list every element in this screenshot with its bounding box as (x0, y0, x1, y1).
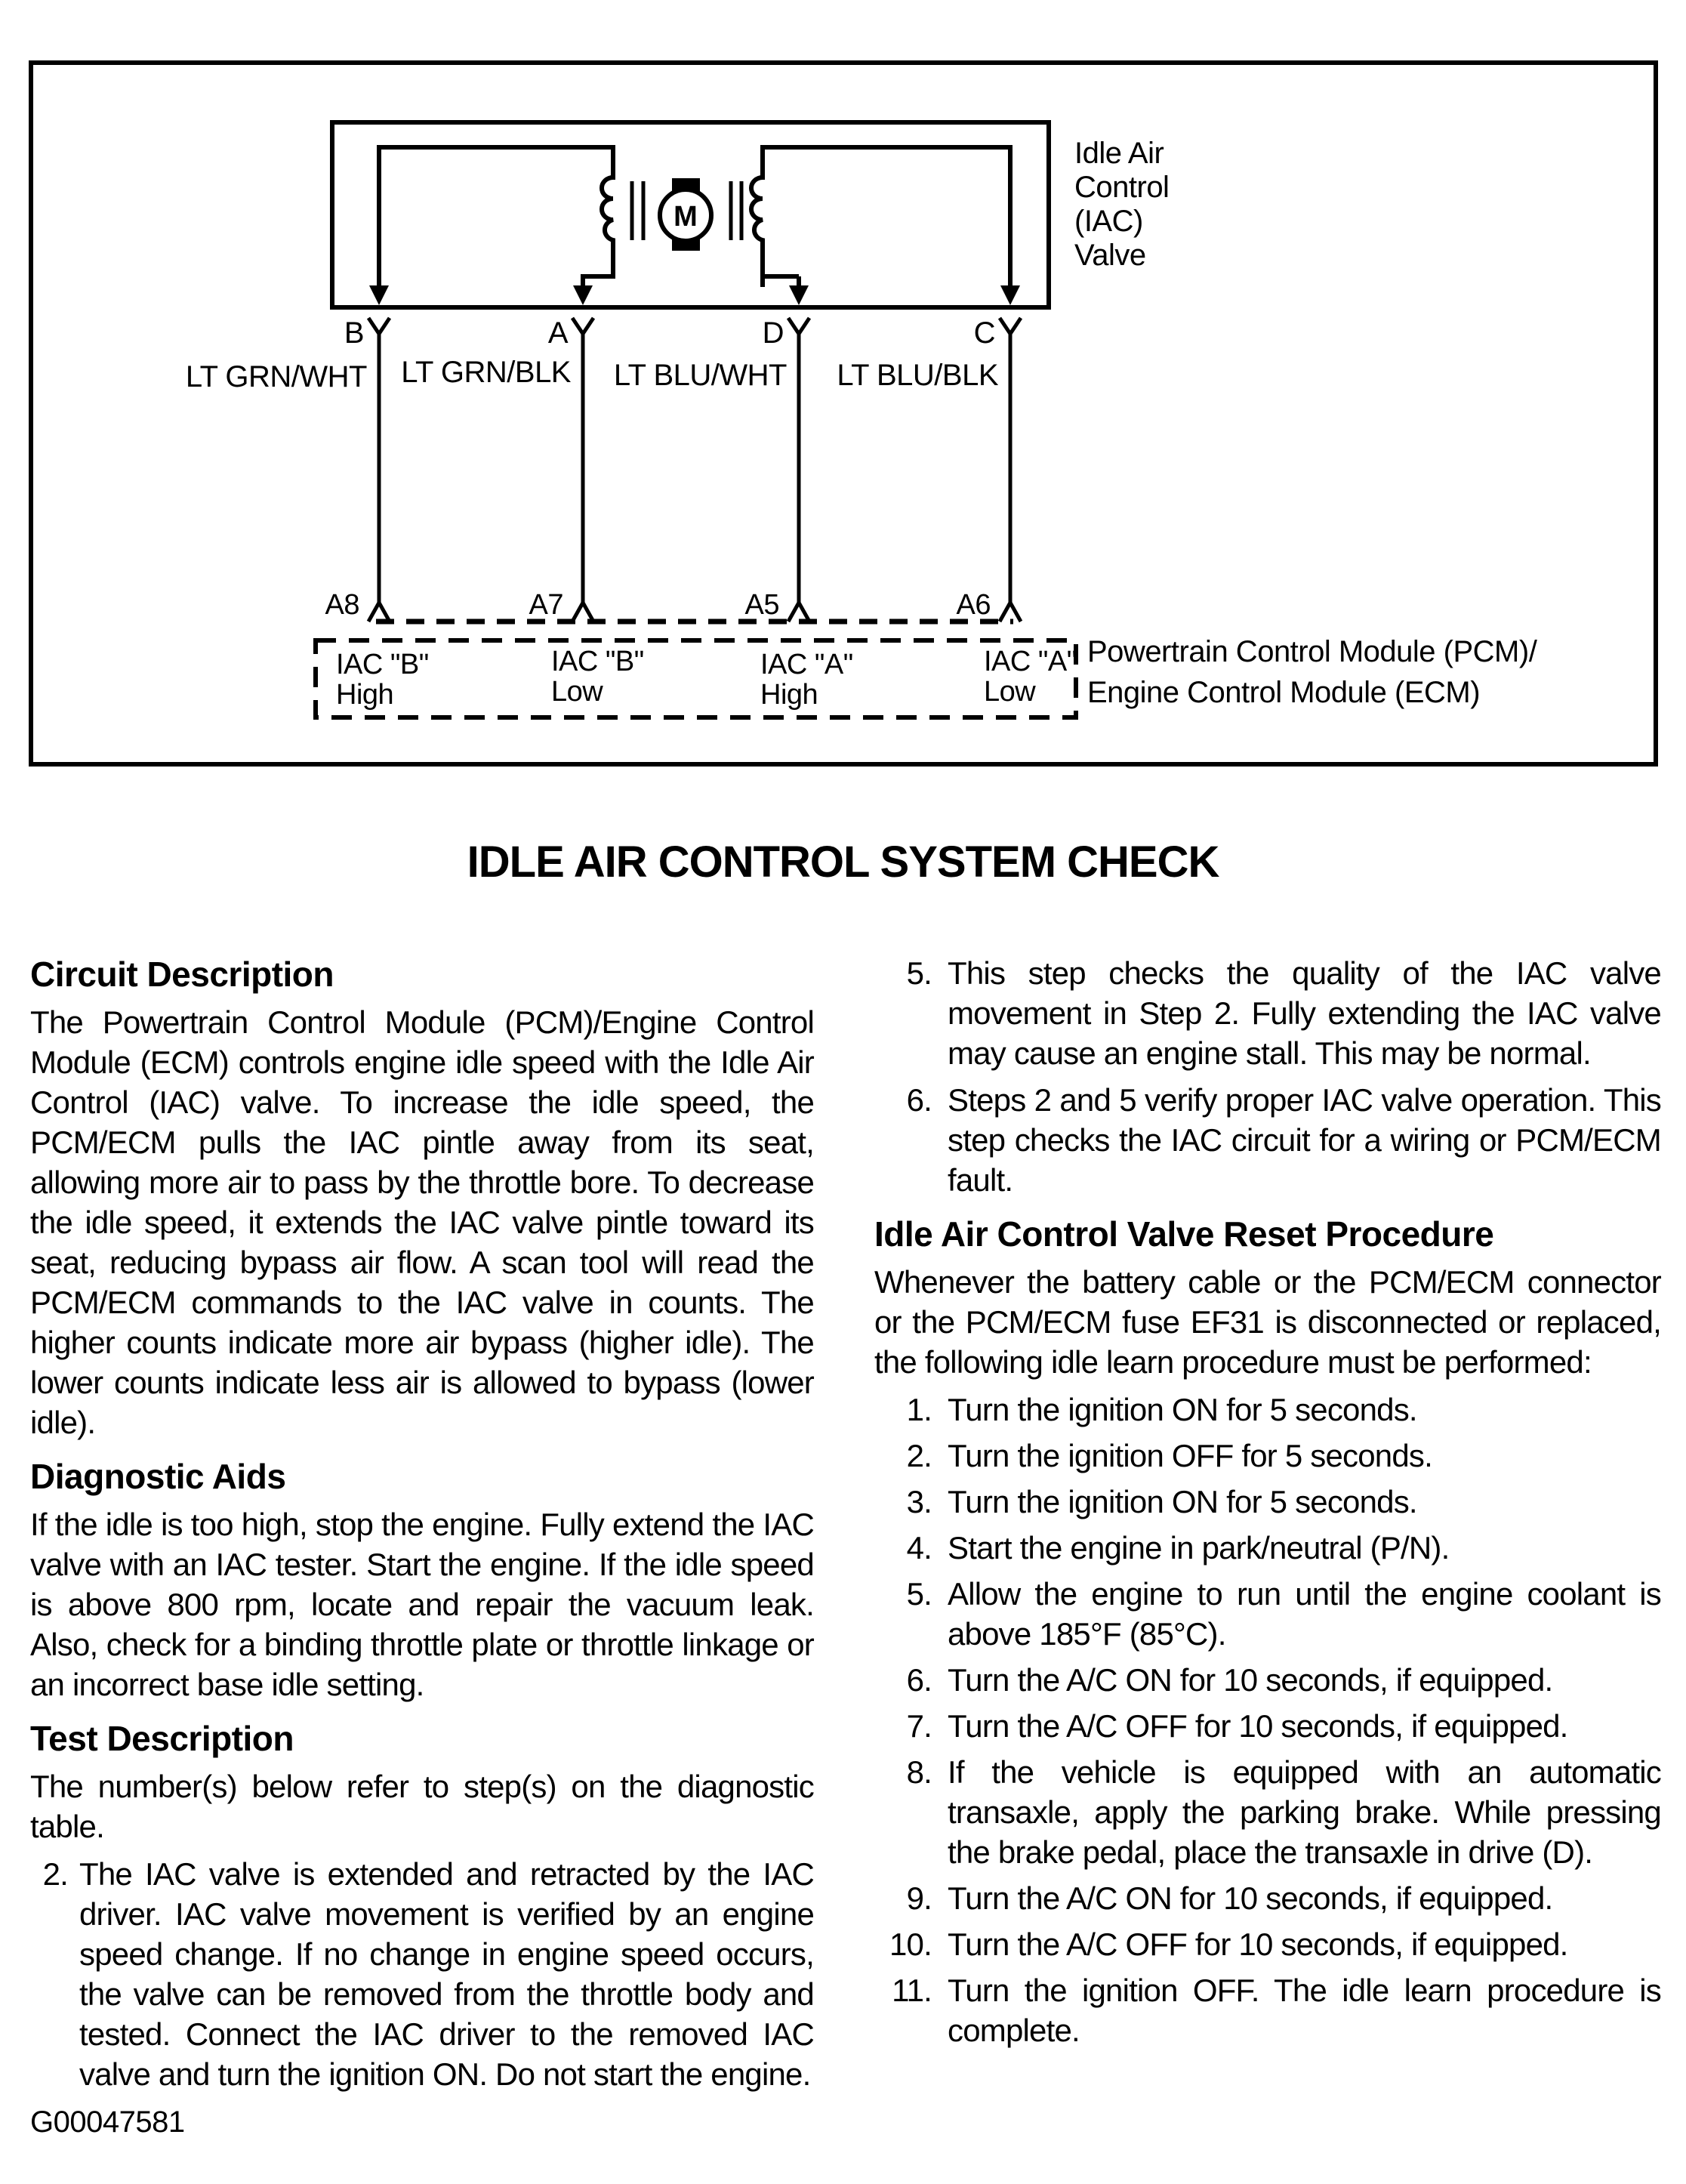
reset-step-number: 7. (906, 1708, 932, 1744)
circuit-description-text: The Powertrain Control Module (PCM)/Engine Control Module (ECM) controls engine idle speed with the Idle Air Control (IAC) valve. To increase the idle speed, the PCM/ECM pulls the IAC pintle away from its seat, allowing more air to pass by the throttle bore. To decrease the idle speed, it extends the IAC valve pintle toward its seat, reducing bypass air flow. A scan tool will read the PCM/ECM commands to the IAC valve in counts. The higher counts indicate more air bypass (higher idle). The lower counts indicate less air is allowed to bypass (lower idle). (30, 1004, 814, 1440)
section-heading-circuit-description: Circuit Description (30, 955, 334, 994)
reset-step-number: 5. (906, 1576, 932, 1612)
reset-step-number: 2. (906, 1438, 932, 1473)
reset-step-text: Turn the ignition ON for 5 seconds. (948, 1392, 1417, 1427)
reset-step-number: 8. (906, 1754, 932, 1790)
figure-id-code: G00047581 (30, 2105, 185, 2139)
valve-pin-letter: B (344, 316, 364, 350)
test-step-text: This step checks the quality of the IAC valve movement in Step 2. Fully extending the IAC valve may cause an engine stall. This may be normal. (948, 955, 1661, 1071)
pcm-pin-label: A6 (956, 589, 991, 621)
page-title: IDLE AIR CONTROL SYSTEM CHECK (467, 838, 1219, 887)
pcm-callout (1087, 635, 1538, 709)
reset-step (874, 1706, 1661, 1746)
svg-text:IAC "A": IAC "A" (984, 646, 1077, 677)
reset-step-text: Start the engine in park/neutral (P/N). (948, 1530, 1450, 1566)
iac-coil-a-wire (751, 147, 1010, 287)
reset-step (874, 1970, 1661, 2050)
reset-step-text: Turn the A/C ON for 10 seconds, if equipped. (948, 1662, 1553, 1698)
wire-color-label: LT BLU/BLK (837, 359, 998, 392)
pcm-pin-label: A8 (325, 589, 359, 621)
iac-valve-callout (1074, 137, 1169, 272)
wire-d (614, 316, 809, 622)
svg-text:(IAC): (IAC) (1074, 205, 1143, 238)
wire-a (401, 316, 593, 622)
svg-text:Valve: Valve (1074, 239, 1146, 272)
reset-step (874, 1390, 1661, 1430)
test-step-item (874, 1080, 1661, 1200)
test-step-number: 6. (906, 1082, 932, 1118)
svg-text:Low: Low (984, 676, 1036, 708)
pcm-pin-label: A5 (744, 589, 779, 621)
reset-step-number: 11. (892, 1973, 932, 2008)
test-step-text: The IAC valve is extended and retracted by the IAC driver. IAC valve movement is verified by an engine speed change. If no change in engine speed occurs, the valve can be removed from the throttle body and tested. Connect the IAC driver to the removed IAC valve and turn the ignition ON. Do not start the engine. (79, 1856, 814, 2092)
svg-text:High: High (760, 679, 818, 711)
test-description-text: The number(s) below refer to step(s) on the diagnostic table. (30, 1769, 814, 1844)
wire-c (837, 316, 1021, 622)
diagnostic-aids-text: If the idle is too high, stop the engine. Fully extend the IAC valve with an IAC tester. Start the engine. If the idle speed is above 800 rpm, locate and repair the vacuum leak. Also, check for a binding throttle plate or throttle linkage or an incorrect base idle setting. (30, 1507, 814, 1702)
section-heading-diagnostic-aids: Diagnostic Aids (30, 1457, 286, 1496)
reset-step (874, 1924, 1661, 1964)
reset-step-text: Turn the A/C OFF for 10 seconds, if equipped. (948, 1708, 1568, 1744)
reset-step-number: 6. (906, 1662, 932, 1698)
reset-step-number: 9. (906, 1880, 932, 1916)
iac-coil-b-wire (379, 147, 613, 287)
valve-pin-letter: A (547, 316, 568, 350)
reset-step-text: Turn the ignition OFF. The idle learn procedure is complete. (948, 1973, 1661, 2048)
section-heading-reset-procedure: Idle Air Control Valve Reset Procedure (874, 1214, 1494, 1254)
reset-step (874, 1528, 1661, 1568)
svg-text:Idle Air: Idle Air (1074, 137, 1164, 170)
svg-text:IAC "A": IAC "A" (760, 649, 853, 680)
reset-step-text: If the vehicle is equipped with an automatic transaxle, apply the parking brake. While pressing the brake pedal, place the transaxle in drive (D). (948, 1754, 1661, 1870)
arrow-down-icon (1000, 285, 1020, 305)
reset-step (874, 1482, 1661, 1522)
valve-pin-letter: C (973, 316, 995, 350)
reset-step-text: Turn the ignition OFF for 5 seconds. (948, 1438, 1432, 1473)
motor-label: M (673, 201, 698, 233)
reset-step-text: Turn the ignition ON for 5 seconds. (948, 1484, 1417, 1519)
section-heading-test-description: Test Description (30, 1719, 294, 1758)
svg-text:Engine Control Module (ECM): Engine Control Module (ECM) (1087, 676, 1481, 709)
valve-pin-letter: D (762, 316, 784, 350)
reset-step-number: 10. (889, 1926, 932, 1962)
wire-color-label: LT GRN/WHT (185, 360, 367, 393)
reset-step-number: 3. (906, 1484, 932, 1519)
test-step-number: 2. (42, 1856, 68, 1892)
reset-step (874, 1436, 1661, 1476)
reset-step-number: 4. (906, 1530, 932, 1566)
wire-b (186, 316, 390, 622)
svg-text:IAC "B": IAC "B" (551, 646, 644, 677)
right-column (874, 953, 1661, 2056)
arrow-down-icon (573, 285, 593, 305)
iac-wiring-diagram (29, 60, 1658, 767)
reset-step-text: Allow the engine to run until the engine coolant is above 185°F (85°C). (948, 1576, 1661, 1652)
svg-text:High: High (336, 679, 394, 711)
wire-color-label: LT BLU/WHT (613, 359, 787, 392)
reset-step (874, 1878, 1661, 1918)
test-step-text: Steps 2 and 5 verify proper IAC valve operation. This step checks the IAC circuit for a wiring or PCM/ECM fault. (948, 1082, 1661, 1198)
reset-step-number: 1. (906, 1392, 932, 1427)
svg-text:Low: Low (551, 676, 603, 708)
test-step-item (30, 1854, 814, 2094)
reset-procedure-intro: Whenever the battery cable or the PCM/ECM connector or the PCM/ECM fuse EF31 is disconnected or replaced, the following idle learn procedure must be performed: (874, 1264, 1661, 1380)
left-column (30, 953, 814, 2101)
wire-color-label: LT GRN/BLK (401, 356, 571, 389)
pcm-pin-label: A7 (529, 589, 563, 621)
test-step-item (874, 953, 1661, 1073)
test-step-number: 5. (906, 955, 932, 991)
svg-text:Powertrain Control Module (PCM: Powertrain Control Module (PCM)/ (1087, 635, 1537, 668)
reset-procedure-steps (874, 1390, 1661, 2050)
pcm-box (316, 640, 1076, 717)
pcm-pin-functions (336, 646, 1077, 711)
reset-step-text: Turn the A/C OFF for 10 seconds, if equipped. (948, 1926, 1568, 1962)
reset-step-text: Turn the A/C ON for 10 seconds, if equipped. (948, 1880, 1553, 1916)
reset-step (874, 1574, 1661, 1654)
reset-step (874, 1660, 1661, 1700)
svg-text:IAC "B": IAC "B" (336, 649, 429, 680)
arrow-down-icon (369, 285, 389, 305)
arrow-down-icon (789, 285, 809, 305)
svg-text:Control: Control (1074, 171, 1170, 204)
reset-step (874, 1752, 1661, 1872)
